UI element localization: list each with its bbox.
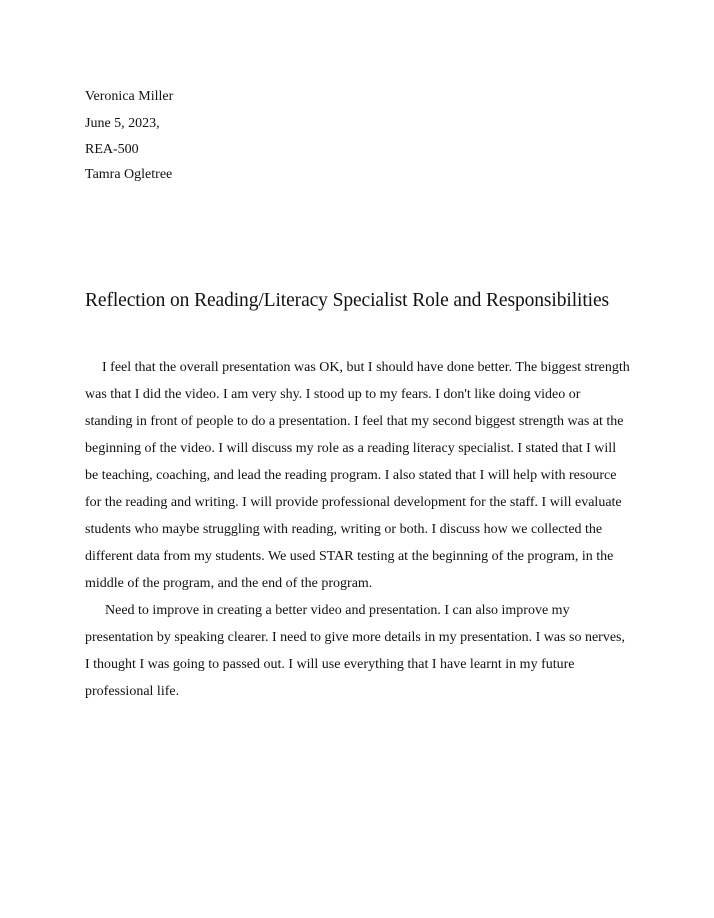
document-title: Reflection on Reading/Literacy Specialist Role and Responsibilities [85, 290, 610, 311]
paragraph-line: was that I did the video. I am very shy. I stood up to my fears. I don't like doing video or [85, 387, 581, 402]
paragraph-line: students who maybe struggling with reading, writing or both. I discuss how we collected the [85, 522, 603, 537]
instructor-name: Tamra Ogletree [85, 166, 173, 182]
paragraph-line: beginning of the video. I will discuss my role as a reading literacy specialist. I stated that I will [85, 441, 617, 456]
paragraph-line: standing in front of people to do a presentation. I feel that my second biggest strength was at the [85, 414, 624, 429]
paragraph [85, 597, 645, 705]
paragraph-line: presentation by speaking clearer. I need to give more details in my presentation. I was so nerves, [85, 630, 625, 645]
document-body [85, 354, 645, 705]
paragraph [85, 354, 645, 597]
document-header [85, 84, 173, 188]
paragraph-line: professional life. [85, 684, 180, 699]
paragraph-line: be teaching, coaching, and lead the reading program. I also stated that I will help with resource [85, 468, 617, 483]
course-code: REA-500 [85, 142, 139, 157]
paragraph-line: I thought I was going to passed out. I will use everything that I have learnt in my future [85, 657, 575, 672]
paragraph-line: for the reading and writing. I will provide professional development for the staff. I will evaluate [85, 495, 622, 510]
paragraph-line: I feel that the overall presentation was OK, but I should have done better. The biggest strength [102, 360, 630, 375]
document-date: June 5, 2023, [85, 115, 160, 131]
paragraph-line: middle of the program, and the end of the program. [85, 576, 373, 591]
paragraph-line: Need to improve in creating a better video and presentation. I can also improve my [105, 603, 570, 618]
author-name: Veronica Miller [85, 89, 174, 104]
paragraph-line: different data from my students. We used STAR testing at the beginning of the program, in the [85, 549, 614, 564]
